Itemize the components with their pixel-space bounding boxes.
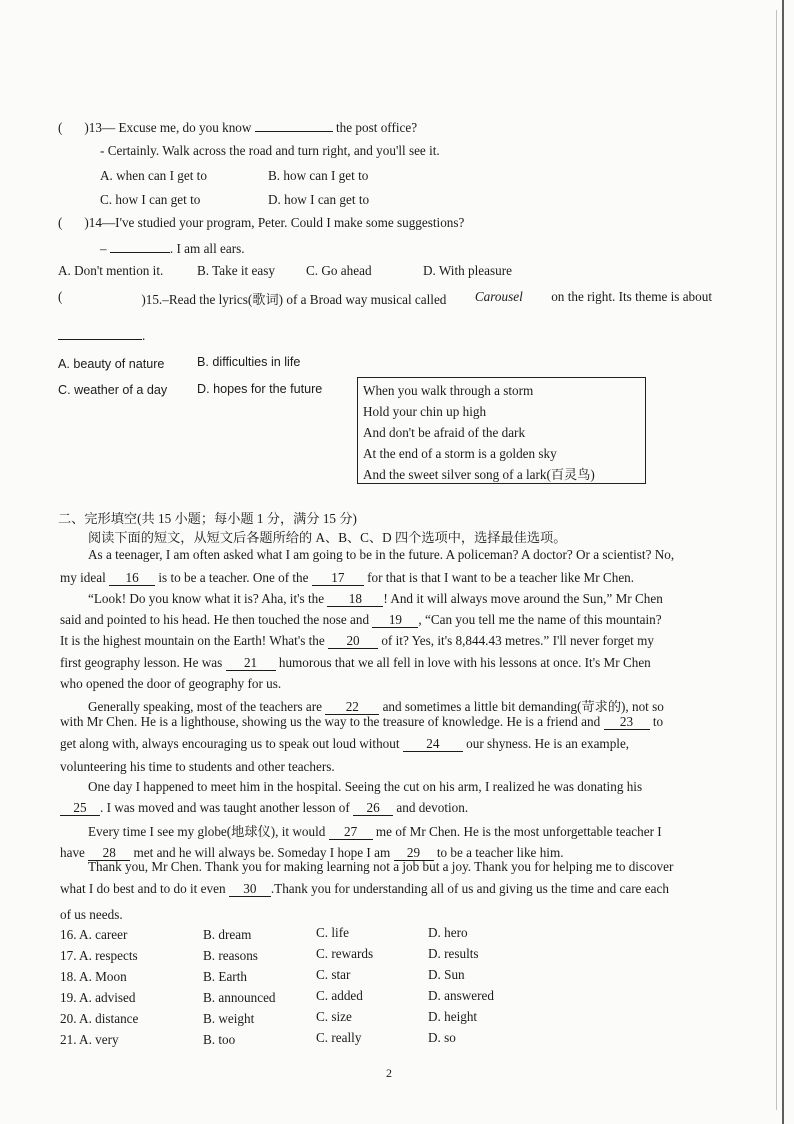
question-13-option-d: D. how I can get to: [268, 192, 370, 207]
question-14-option-b: B. Take it easy: [197, 263, 275, 278]
option-18-d: D. Sun: [428, 967, 465, 982]
question-14-stem: ( )14—I've studied your program, Peter. Could I make some suggestions?: [58, 215, 465, 230]
option-21-d: D. so: [428, 1030, 456, 1045]
blank-20: 20: [328, 634, 378, 649]
page-number: 2: [386, 1066, 392, 1080]
question-14-option-a: A. Don't mention it.: [58, 263, 164, 278]
blank-23: 23: [604, 715, 650, 730]
question-13-stem: ( )13— Excuse me, do you know the post office?: [58, 120, 418, 135]
question-13-option-c: C. how I can get to: [100, 192, 201, 207]
question-14-option-d: D. With pleasure: [423, 263, 512, 278]
question-15-option-b: B. difficulties in life: [197, 355, 301, 369]
lyrics-line: And the sweet silver song of a lark(百灵鸟): [363, 467, 595, 482]
option-21-a: 21. A. very: [60, 1032, 119, 1047]
lyrics-line: When you walk through a storm: [363, 383, 534, 398]
blank-25: 25: [60, 801, 100, 816]
passage-line: As a teenager, I am often asked what I am going to be in the future. A policeman? A doctor? Or a scientist? No,: [88, 547, 675, 562]
answer-blank: [58, 327, 142, 340]
passage-line: It is the highest mountain on the Earth! What's the 20 of it? Yes, it's 8,844.43 metres.” I'll never forget my: [60, 633, 654, 648]
blank-28: 28: [88, 846, 130, 861]
question-15-option-d: D. hopes for the future: [197, 382, 323, 396]
option-20-c: C. size: [316, 1009, 352, 1024]
blank-21: 21: [226, 656, 276, 671]
question-15-option-a: A. beauty of nature: [58, 357, 165, 371]
option-18-b: B. Earth: [203, 969, 247, 984]
question-13-option-b: B. how can I get to: [268, 168, 369, 183]
passage-line: said and pointed to his head. He then touched the nose and 19 , “Can you tell me the name of this mountain?: [60, 612, 662, 627]
option-16-d: D. hero: [428, 925, 468, 940]
scan-edge-line: [782, 0, 784, 1124]
option-21-c: C. really: [316, 1030, 362, 1045]
question-15-stem: ( )15.–Read the lyrics(歌词) of a Broad way musical called Carousel on the right. Its theme is about: [58, 289, 712, 307]
lyrics-box: [357, 377, 646, 484]
answer-blank: [110, 240, 170, 253]
question-13-reply: - Certainly. Walk across the road and turn right, and you'll see it.: [100, 143, 440, 158]
option-20-a: 20. A. distance: [60, 1011, 139, 1026]
passage-line: “Look! Do you know what it is? Aha, it's the 18 ! And it will always move around the Sun,” Mr Chen: [88, 591, 663, 606]
lyrics-line: Hold your chin up high: [363, 404, 487, 419]
musical-title: Carousel: [474, 289, 523, 304]
option-19-b: B. announced: [203, 990, 276, 1005]
passage-line: 25 . I was moved and was taught another lesson of 26 and devotion.: [60, 800, 468, 816]
passage-line: Thank you, Mr Chen. Thank you for making learning not a job but a joy. Thank you for helping me to discover: [88, 859, 674, 874]
option-17-d: D. results: [428, 946, 479, 961]
option-19-d: D. answered: [428, 988, 494, 1003]
passage-line: volunteering his time to students and other teachers.: [60, 759, 335, 774]
passage-line: have 28 met and he will always be. Someday I hope I am 29 to be a teacher like him.: [60, 845, 564, 860]
question-14-reply: – . I am all ears.: [100, 241, 245, 256]
blank-27: 27: [329, 825, 373, 840]
option-18-c: C. star: [316, 967, 351, 982]
option-16-c: C. life: [316, 925, 349, 940]
blank-30: 30: [229, 882, 271, 897]
scan-edge-line-faint: [776, 10, 777, 1110]
question-14-option-c: C. Go ahead: [306, 263, 372, 278]
passage-line: who opened the door of geography for us.: [60, 676, 282, 691]
passage-line: what I do best and to do it even 30 .Thank you for understanding all of us and giving us the time and care each: [60, 881, 669, 896]
blank-16: 16: [109, 571, 155, 586]
blank-26: 26: [353, 801, 393, 816]
blank-19: 19: [372, 613, 418, 628]
question-13-option-a: A. when can I get to: [100, 168, 207, 183]
passage-line: Every time I see my globe(地球仪), it would 27 me of Mr Chen. He is the most unforgettable teacher I: [88, 824, 662, 839]
blank-22: 22: [325, 700, 379, 715]
passage-line: with Mr Chen. He is a lighthouse, showing us the way to the treasure of knowledge. He is a friend and 23 to: [60, 714, 664, 729]
question-15-blank: .: [58, 327, 145, 344]
section-heading: 二、完形填空(共 15 小题；每小题 1 分，满分 15 分): [58, 511, 357, 526]
option-19-c: C. added: [316, 988, 363, 1003]
option-16-a: 16. A. career: [60, 927, 128, 942]
passage-line: Generally speaking, most of the teachers are 22 and sometimes a little bit demanding(苛求的), not so: [88, 699, 664, 714]
blank-24: 24: [403, 737, 463, 752]
passage-line: get along with, always encouraging us to speak out loud without 24 our shyness. He is an example,: [60, 736, 630, 751]
option-17-a: 17. A. respects: [60, 948, 138, 963]
option-17-b: B. reasons: [203, 948, 258, 963]
option-21-b: B. too: [203, 1032, 236, 1047]
blank-18: 18: [327, 592, 383, 607]
option-19-a: 19. A. advised: [60, 990, 136, 1005]
option-18-a: 18. A. Moon: [60, 969, 127, 984]
passage-line: my ideal 16 is to be a teacher. One of the 17 for that is that I want to be a teacher like Mr Chen.: [60, 570, 635, 585]
option-20-b: B. weight: [203, 1011, 255, 1026]
option-20-d: D. height: [428, 1009, 478, 1024]
blank-29: 29: [394, 846, 434, 861]
passage-line: of us needs.: [60, 907, 123, 922]
lyrics-line: At the end of a storm is a golden sky: [363, 446, 557, 461]
answer-blank: [255, 119, 333, 132]
passage-line: One day I happened to meet him in the hospital. Seeing the cut on his arm, I realized he was donating his: [88, 779, 643, 794]
option-16-b: B. dream: [203, 927, 252, 942]
question-15-option-c: C. weather of a day: [58, 383, 168, 397]
blank-17: 17: [312, 571, 364, 586]
section-instructions: 阅读下面的短文，从短文后各题所给的 A、B、C、D 四个选项中，选择最佳选项。: [88, 530, 567, 545]
option-17-c: C. rewards: [316, 946, 374, 961]
passage-line: first geography lesson. He was 21 humorous that we all fell in love with his lessons at once. It's Mr Chen: [60, 655, 651, 670]
lyrics-line: And don't be afraid of the dark: [363, 425, 526, 440]
